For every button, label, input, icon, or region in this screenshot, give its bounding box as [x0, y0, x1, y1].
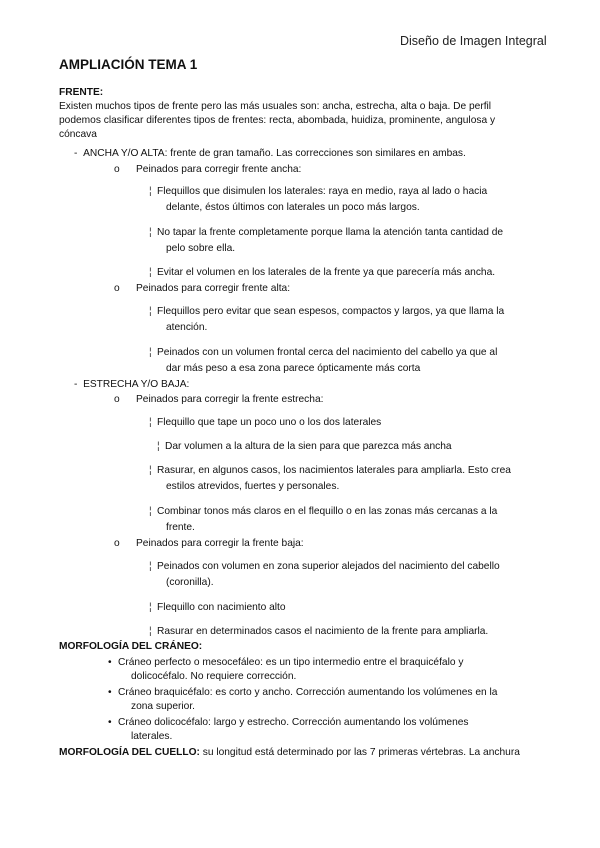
list-item-estrecha-baja [74, 378, 189, 392]
list-item-text: Evitar el volumen en los laterales de la frente ya que parecería más ancha. [157, 267, 496, 278]
circle-bullet: o [114, 538, 120, 549]
tick-bullet: ¦ [149, 267, 152, 278]
list-item-text: Peinados para corregir frente alta: [136, 283, 291, 294]
list-item-text: Cráneo dolicocéfalo: largo y estrecho. Corrección aumentando los volúmenes [118, 717, 469, 728]
list-item-text: Flequillo con nacimiento alto [157, 602, 286, 613]
tick-bullet: ¦ [149, 465, 152, 476]
list-item-text: Dar volumen a la altura de la sien para que parezca más ancha [165, 441, 452, 452]
list-item-text: Rasurar, en algunos casos, los nacimientos laterales para ampliarla. Esto crea [157, 465, 511, 476]
bullet-dot: • [108, 657, 112, 668]
list-item [149, 416, 381, 430]
section-heading-cuello: MORFOLOGÍA DEL CUELLO: [59, 747, 200, 758]
list-item [149, 505, 497, 519]
list-item-text: Peinados para corregir la frente estrecha: [136, 394, 324, 405]
page-title: AMPLIACIÓN TEMA 1 [59, 57, 198, 72]
list-item-cont: dolicocéfalo. No requiere corrección. [131, 671, 297, 682]
list-item-ancha-title [114, 163, 301, 177]
dash-bullet: - [74, 148, 78, 159]
list-item-baja-title [114, 537, 304, 551]
tick-bullet: ¦ [149, 186, 152, 197]
list-item [149, 601, 286, 615]
tick-bullet: ¦ [149, 506, 152, 517]
bullet-dot: • [108, 717, 112, 728]
list-item-text: Peinados con un volumen frontal cerca del nacimiento del cabello ya que al [157, 347, 498, 358]
circle-bullet: o [114, 394, 120, 405]
list-item-cont: pelo sobre ella. [166, 243, 236, 254]
list-item-cont: (coronilla). [166, 577, 214, 588]
intro-line: podemos clasificar diferentes tipos de frentes: recta, abombada, huidiza, prominente, angulosa y [59, 115, 496, 126]
list-item-text: Flequillos pero evitar que sean espesos, compactos y largos, ya que llama la [157, 306, 505, 317]
circle-bullet: o [114, 164, 120, 175]
list-item [149, 464, 511, 478]
list-item-cont: zona superior. [131, 701, 195, 712]
list-item-text: ESTRECHA Y/O BAJA: [83, 379, 190, 390]
dash-bullet: - [74, 379, 78, 390]
list-item-cont: frente. [166, 522, 195, 533]
list-item-text: Flequillos que disimulen los laterales: raya en medio, raya al lado o hacia [157, 186, 488, 197]
list-item-text: No tapar la frente completamente porque llama la atención tanta cantidad de [157, 227, 504, 238]
list-item-text: Peinados para corregir frente ancha: [136, 164, 302, 175]
list-item [108, 686, 497, 700]
tick-bullet: ¦ [149, 347, 152, 358]
list-item [108, 656, 463, 670]
tick-bullet: ¦ [149, 227, 152, 238]
bullet-dot: • [108, 687, 112, 698]
list-item-ancha-alta [74, 147, 466, 161]
list-item [149, 560, 500, 574]
cuello-text: su longitud está determinado por las 7 primeras vértebras. La anchura [199, 747, 520, 758]
list-item-estrecha-title [114, 393, 323, 407]
list-item-text: Cráneo braquicéfalo: es corto y ancho. Corrección aumentando los volúmenes en la [118, 687, 498, 698]
list-item-text: Flequillo que tape un poco uno o los dos laterales [157, 417, 382, 428]
list-item-text: Peinados con volumen en zona superior alejados del nacimiento del cabello [157, 561, 500, 572]
tick-bullet: ¦ [157, 441, 160, 452]
list-item [149, 305, 504, 319]
cuello-paragraph [59, 746, 520, 760]
circle-bullet: o [114, 283, 120, 294]
list-item [157, 440, 452, 454]
list-item-cont: dar más peso a esa zona parece ópticamente más corta [166, 363, 421, 374]
list-item [149, 625, 488, 639]
list-item [149, 226, 503, 240]
list-item [149, 185, 487, 199]
intro-line: cóncava [59, 129, 97, 140]
intro-line: Existen muchos tipos de frente pero las más usuales son: ancha, estrecha, alta o baja. De perfil [59, 101, 492, 112]
tick-bullet: ¦ [149, 561, 152, 572]
list-item-text: Cráneo perfecto o mesocefáleo: es un tipo intermedio entre el braquicéfalo y [118, 657, 464, 668]
tick-bullet: ¦ [149, 626, 152, 637]
list-item [149, 266, 495, 280]
list-item-cont: delante, éstos últimos con laterales un poco más largos. [166, 202, 420, 213]
list-item-alta-title [114, 282, 290, 296]
list-item-cont: laterales. [131, 731, 173, 742]
section-heading-craneo: MORFOLOGÍA DEL CRÁNEO: [59, 641, 203, 652]
document-header: Diseño de Imagen Integral [400, 34, 547, 48]
tick-bullet: ¦ [149, 306, 152, 317]
tick-bullet: ¦ [149, 417, 152, 428]
list-item-text: Rasurar en determinados casos el nacimiento de la frente para ampliarla. [157, 626, 489, 637]
list-item-text: ANCHA Y/O ALTA: frente de gran tamaño. Las correcciones son similares en ambas. [83, 148, 466, 159]
section-heading-frente: FRENTE: [59, 87, 104, 98]
list-item-cont: atención. [166, 322, 208, 333]
list-item [108, 716, 469, 730]
list-item [149, 346, 497, 360]
tick-bullet: ¦ [149, 602, 152, 613]
list-item-text: Combinar tonos más claros en el flequillo o en las zonas más cercanas a la [157, 506, 498, 517]
list-item-text: Peinados para corregir la frente baja: [136, 538, 304, 549]
list-item-cont: estilos atrevidos, fuertes y personales. [166, 481, 340, 492]
